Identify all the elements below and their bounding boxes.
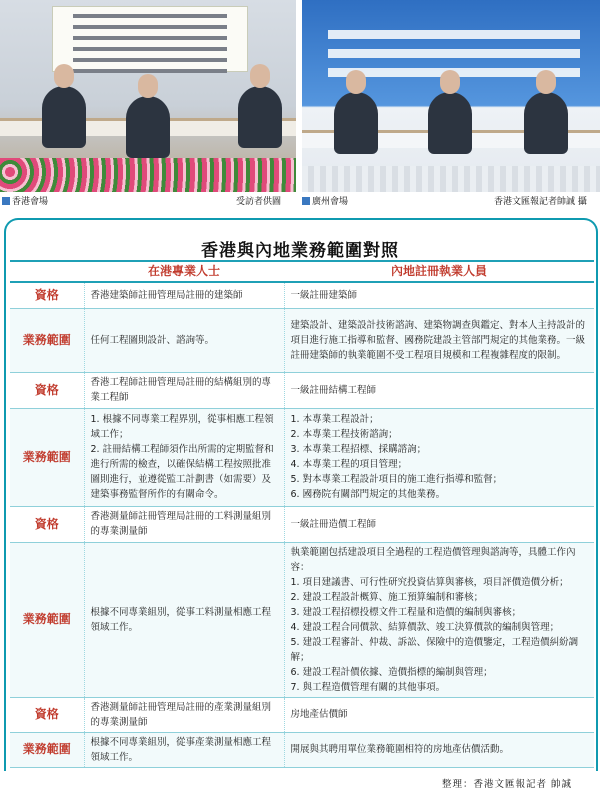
speaker — [42, 86, 86, 148]
row-key: 資格 — [10, 372, 84, 408]
hk-cell: 香港工程師註冊管理局註冊的結構組別的專業工程師 — [84, 372, 284, 408]
flower-arrangement — [0, 158, 296, 192]
hk-cell: 1. 根據不同專業工程界別，從事相應工程領域工作； 2. 註冊結構工程師須作出所需的定期監督和進行所需的檢查，以確保結構工程按照批准圖則進行，並遵從監工計劃書（如需要）及建築事務監督所作的有關命令。 — [84, 408, 284, 506]
comparison-table — [10, 260, 594, 768]
table-row — [10, 697, 594, 732]
row-key: 業務範圍 — [10, 408, 84, 506]
caption-credit-left: 受訪者供圖 — [236, 197, 282, 207]
row-key: 業務範圍 — [10, 732, 84, 767]
table-row — [10, 732, 594, 767]
row-key: 資格 — [10, 506, 84, 542]
table-skirt — [302, 166, 600, 192]
hk-cell: 任何工程圖則設計、諮詢等。 — [84, 308, 284, 372]
table-row — [10, 408, 594, 506]
mainland-cell: 建築設計、建築設計技術諮詢、建築物調查與鑑定、對本人主持設計的項目進行施工指導和監督、國務院建設主管部門規定的其他業務。一級註冊建築師的執業範圍不受工程項目規模和工程複雜程度的限制。 — [284, 308, 594, 372]
caption-credit-right: 香港文匯報記者帥誠 攝 — [494, 197, 587, 207]
speaker — [334, 92, 378, 154]
speaker — [428, 92, 472, 154]
square-icon — [2, 197, 10, 205]
speaker — [524, 92, 568, 154]
header-mainland: 內地註冊執業人員 — [284, 261, 594, 282]
hk-cell: 香港測量師註冊管理局註冊的產業測量組別的專業測量師 — [84, 697, 284, 732]
table-row — [10, 506, 594, 542]
photo-strip — [0, 0, 600, 212]
hk-cell: 根據不同專業組別，從事產業測量相應工程領域工作。 — [84, 732, 284, 767]
mainland-cell: 房地產估價師 — [284, 697, 594, 732]
table-row — [10, 372, 594, 408]
table-row — [10, 542, 594, 697]
hong-kong-venue-photo — [0, 0, 296, 192]
mainland-cell: 一級註冊建築師 — [284, 282, 594, 308]
guangzhou-venue-photo — [302, 0, 600, 192]
table-row — [10, 282, 594, 308]
hk-cell: 香港測量師註冊管理局註冊的工料測量組別的專業測量師 — [84, 506, 284, 542]
row-key: 業務範圍 — [10, 542, 84, 697]
header-hong-kong: 在港專業人士 — [84, 261, 284, 282]
row-key: 資格 — [10, 282, 84, 308]
row-key: 業務範圍 — [10, 308, 84, 372]
speaker — [238, 86, 282, 148]
caption-right: 廣州會場 — [302, 193, 348, 211]
speaker — [126, 96, 170, 158]
mainland-cell: 一級註冊結構工程師 — [284, 372, 594, 408]
caption-left: 香港會場 — [2, 193, 48, 211]
hk-cell: 香港建築師註冊管理局註冊的建築師 — [84, 282, 284, 308]
mainland-cell: 執業範圍包括建設項目全過程的工程造價管理與諮詢等，具體工作內容： 1. 項目建議書、可行性研究投資估算與審核，項目評價造價分析； 2. 建設工程設計概算、施工預算編制和審核； 3. 建設工程招標投標文件工程量和造價的編制與審核； 4. 建設工程合同價款、結算價款、竣工決算價款的編制與管理； 5. 建設工程審計、仲裁、訴訟、保險中的造價鑒定，工程造價糾紛調解； 6. 建設工程計價依據、造價指標的編制與管理； 7. 與工程造價管理有關的其他事項。 — [284, 542, 594, 697]
mainland-cell: 一級註冊造價工程師 — [284, 506, 594, 542]
hk-cell: 根據不同專業組別，從事工料測量相應工程領域工作。 — [84, 542, 284, 697]
square-icon — [302, 197, 310, 205]
footer-credit: 整理：香港文匯報記者 帥誠 — [441, 779, 572, 790]
table-title: 香港與內地業務範圍對照 — [201, 241, 399, 261]
mainland-cell: 開展與其聘用單位業務範圍相符的房地產估價活動。 — [284, 732, 594, 767]
table-row — [10, 308, 594, 372]
backdrop-banner — [52, 6, 248, 72]
mainland-cell: 1. 本專業工程設計； 2. 本專業工程技術諮詢； 3. 本專業工程招標、採購諮詢； 4. 本專業工程的項目管理； 5. 對本專業工程設計項目的施工進行指導和監督； 6. 國務院有關部門規定的其他業務。 — [284, 408, 594, 506]
row-key: 資格 — [10, 697, 84, 732]
